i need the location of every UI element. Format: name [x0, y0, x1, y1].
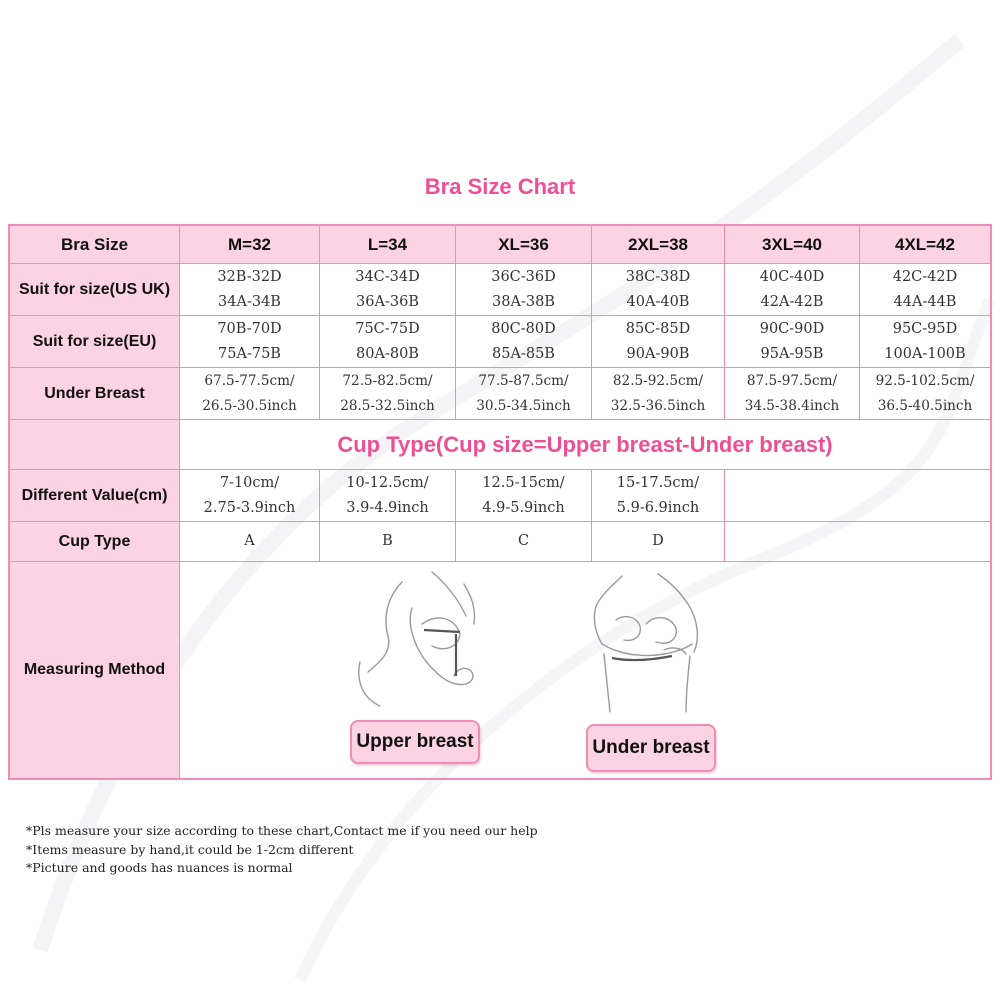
cell-line: 77.5-87.5cm/ [478, 372, 569, 389]
row-label-different-value: Different Value(cm) [10, 470, 180, 522]
row-label-cup-type: Cup Type [10, 522, 180, 562]
under-breast-cell [725, 368, 860, 420]
cell-line: 95A-95B [760, 345, 824, 362]
cell-line: 80A-80B [356, 345, 419, 362]
header-size-xl: XL=36 [456, 226, 592, 264]
header-size-2xl: 2XL=38 [592, 226, 725, 264]
empty-cell [725, 470, 990, 522]
cell-line: 67.5-77.5cm/ [204, 372, 295, 389]
eu-cell [860, 316, 990, 368]
note-line: *Items measure by hand,it could be 1-2cm different [26, 841, 354, 857]
us-uk-cell [180, 264, 320, 316]
header-size-4xl: 4XL=42 [860, 226, 990, 264]
cell-line: 36.5-40.5inch [877, 397, 973, 414]
cell-line: 42A-42B [760, 293, 824, 310]
eu-cell [456, 316, 592, 368]
cell-line: 36A-36B [356, 293, 419, 310]
under-breast-cell [592, 368, 725, 420]
cell-line: 90C-90D [759, 320, 825, 337]
empty-cell [725, 522, 990, 562]
cell-line: 38A-38B [492, 293, 555, 310]
cell-line: 36C-36D [491, 268, 556, 285]
cell-line: 70B-70D [217, 320, 282, 337]
cell-line: 95C-95D [892, 320, 958, 337]
row-label-us-uk: Suit for size(US UK) [10, 264, 180, 316]
cell-line: 82.5-92.5cm/ [612, 372, 704, 389]
row-label-blank [10, 420, 180, 470]
cell-line: 92.5-102.5cm/ [875, 372, 975, 389]
under-breast-tag: Under breast [586, 724, 716, 772]
note-line: *Pls measure your size according to these chart,Contact me if you need our help [26, 823, 538, 838]
cell-line: 75C-75D [355, 320, 420, 337]
cell-line: 100A-100B [884, 345, 966, 362]
cell-line: 87.5-97.5cm/ [746, 372, 838, 389]
cup-type-banner: Cup Type(Cup size=Upper breast-Under breast) [180, 420, 990, 470]
us-uk-cell [860, 264, 990, 316]
cell-line: 85A-85B [492, 345, 555, 362]
cell-line: 44A-44B [893, 293, 957, 310]
header-size-3xl: 3XL=40 [725, 226, 860, 264]
different-value-cell [180, 470, 320, 522]
cup-type-cell: C [456, 522, 592, 562]
cup-type-cell: D [592, 522, 725, 562]
different-value-cell [592, 470, 725, 522]
header-size-m: M=32 [180, 226, 320, 264]
cell-line: 40C-40D [759, 268, 825, 285]
under-breast-cell [320, 368, 456, 420]
cell-line: 4.9-5.9inch [482, 499, 565, 516]
cell-line: 40A-40B [626, 293, 690, 310]
cell-line: 30.5-34.5inch [476, 397, 571, 414]
cell-line: 80C-80D [491, 320, 556, 337]
chart-title: Bra Size Chart [424, 174, 576, 199]
cell-line: 42C-42D [892, 268, 958, 285]
cell-line: 3.9-4.9inch [346, 499, 429, 516]
under-breast-cell [456, 368, 592, 420]
us-uk-cell [320, 264, 456, 316]
header-label: Bra Size [10, 226, 180, 264]
us-uk-cell [592, 264, 725, 316]
row-label-eu: Suit for size(EU) [10, 316, 180, 368]
cell-line: 34A-34B [218, 293, 281, 310]
cell-line: 10-12.5cm/ [346, 474, 429, 491]
cell-line: 75A-75B [218, 345, 281, 362]
cell-line: 38C-38D [625, 268, 691, 285]
eu-cell [725, 316, 860, 368]
eu-cell [320, 316, 456, 368]
cell-line: 32.5-36.5inch [610, 397, 706, 414]
us-uk-cell [456, 264, 592, 316]
header-size-l: L=34 [320, 226, 456, 264]
note-line: *Picture and goods has nuances is normal [26, 860, 293, 875]
cell-line: 28.5-32.5inch [340, 397, 435, 414]
cup-type-cell: A [180, 522, 320, 562]
cell-line: 90A-90B [626, 345, 690, 362]
different-value-cell [320, 470, 456, 522]
notes [26, 822, 926, 878]
cell-line: 34.5-38.4inch [744, 397, 840, 414]
under-breast-figure-icon [572, 570, 722, 714]
cell-line: 15-17.5cm/ [616, 474, 700, 491]
cell-line: 12.5-15cm/ [482, 474, 565, 491]
row-label-under-breast: Under Breast [10, 368, 180, 420]
cell-line: 5.9-6.9inch [616, 499, 700, 516]
different-value-cell [456, 470, 592, 522]
under-breast-cell [180, 368, 320, 420]
size-chart-table [8, 224, 992, 780]
cell-line: 26.5-30.5inch [202, 397, 297, 414]
cell-line: 32B-32D [217, 268, 282, 285]
upper-breast-tag: Upper breast [350, 720, 480, 764]
row-label-measuring-method: Measuring Method [10, 562, 180, 778]
cup-type-cell: B [320, 522, 456, 562]
under-breast-cell [860, 368, 990, 420]
cell-line: 7-10cm/ [219, 474, 280, 491]
cell-line: 2.75-3.9inch [203, 499, 296, 516]
eu-cell [592, 316, 725, 368]
cell-line: 72.5-82.5cm/ [342, 372, 433, 389]
cell-line: 34C-34D [355, 268, 420, 285]
cell-line: 85C-85D [625, 320, 691, 337]
upper-breast-figure-icon [340, 564, 510, 714]
us-uk-cell [725, 264, 860, 316]
eu-cell [180, 316, 320, 368]
